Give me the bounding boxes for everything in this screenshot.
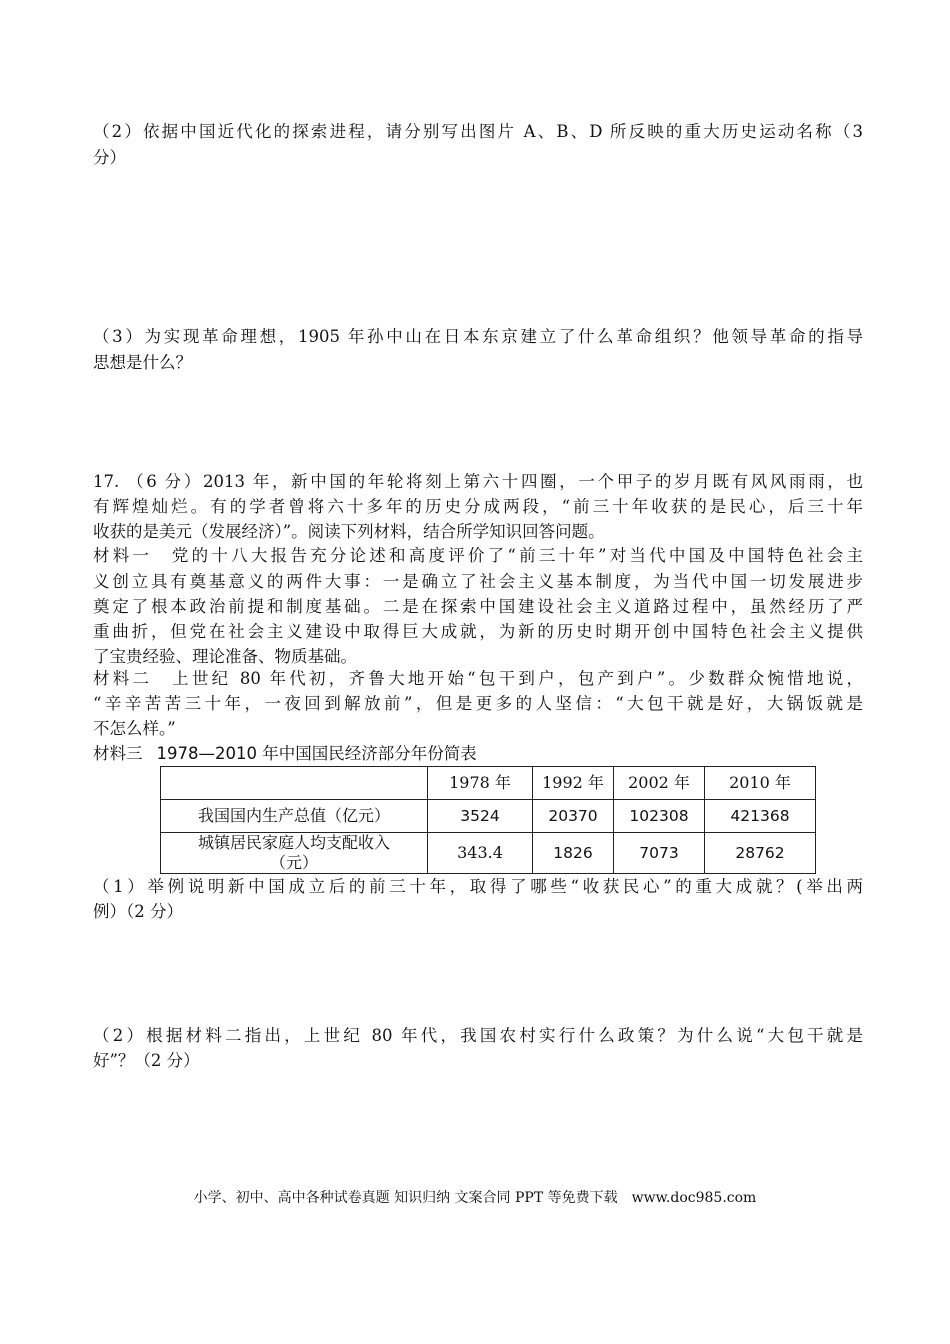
material2-line1: 材料二 上世纪 80 年代初，齐鲁大地开始“包干到户，包产到户”。少数群众惋惜地说， <box>93 669 863 688</box>
income-2002: 7073 <box>614 833 705 874</box>
income-1978: 343.4 <box>428 833 533 874</box>
table-corner-cell <box>161 767 428 800</box>
material1-line4: 重曲折，但党在社会主义建设中取得巨大成就，为新的历史时期开创中国特色社会主义提供 <box>93 622 863 641</box>
table-header-row <box>161 767 816 800</box>
row-label-gdp: 我国国内生产总值（亿元） <box>161 800 428 833</box>
q17-sub2-line1: （2）根据材料二指出，上世纪 80 年代，我国农村实行什么政策？为什么说“大包干就是 <box>93 1026 863 1045</box>
q17-intro-line3: 收获的是美元（发展经济）”。阅读下列材料，结合所学知识回答问题。 <box>93 522 605 541</box>
year-header-1978: 1978 年 <box>428 767 533 800</box>
row-label-income-line2: （元） <box>269 853 318 872</box>
material3-title: 1978—2010 年中国国民经济部分年份简表 <box>156 744 477 763</box>
q17-sub2-line2: 好”？（2 分） <box>93 1051 200 1070</box>
q17-sub1-line2: 例）（2 分） <box>93 902 183 921</box>
material1-line5: 了宝贵经验、理论准备、物质基础。 <box>93 647 357 666</box>
gdp-1978: 3524 <box>428 800 533 833</box>
q16-sub3-line1: （3）为实现革命理想，1905 年孙中山在日本东京建立了什么革命组织？他领导革命的指导 <box>93 327 863 346</box>
material3-label: 材料三 <box>93 744 143 763</box>
q16-sub2-line1: （2）依据中国近代化的探索进程，请分别写出图片 A、B、D 所反映的重大历史运动名称（3 <box>93 122 863 141</box>
q16-sub3-line2: 思想是什么？ <box>93 353 192 372</box>
gdp-2002: 102308 <box>614 800 705 833</box>
gdp-1992: 20370 <box>533 800 614 833</box>
income-1992: 1826 <box>533 833 614 874</box>
year-header-2002: 2002 年 <box>614 767 705 800</box>
income-2010: 28762 <box>705 833 816 874</box>
table-row-gdp <box>161 800 816 833</box>
row-label-income-line1: 城镇居民家庭人均支配收入 <box>197 833 390 852</box>
q17-intro-line1: 17. （6 分）2013 年，新中国的年轮将刻上第六十四圈，一个甲子的岁月既有风风雨雨，也 <box>93 472 863 491</box>
year-header-1992: 1992 年 <box>533 767 614 800</box>
economy-table <box>160 766 816 874</box>
year-header-2010: 2010 年 <box>705 767 816 800</box>
row-label-income <box>161 833 428 874</box>
q17-sub1-line1: （1）举例说明新中国成立后的前三十年，取得了哪些“收获民心”的重大成就？(举出两 <box>93 877 863 896</box>
material1-line1: 材料一 党的十八大报告充分论述和高度评价了“前三十年”对当代中国及中国特色社会主 <box>93 546 863 565</box>
q17-intro-line2: 有辉煌灿烂。有的学者曾将六十多年的历史分成两段，“前三十年收获的是民心，后三十年 <box>93 497 863 516</box>
table-row-income <box>161 833 816 874</box>
material3-caption <box>93 742 477 766</box>
page-footer: 小学、初中、高中各种试卷真题 知识归纳 文案合同 PPT 等免费下载 www.doc985.com <box>193 1190 757 1206</box>
material1-line3: 奠定了根本政治前提和制度基础。二是在探索中国建设社会主义道路过程中，虽然经历了严 <box>93 597 863 616</box>
material1-line2: 义创立具有奠基意义的两件大事：一是确立了社会主义基本制度，为当代中国一切发展进步 <box>93 572 863 591</box>
gdp-2010: 421368 <box>705 800 816 833</box>
material2-line2: “辛辛苦苦三十年，一夜回到解放前”，但是更多的人坚信：“大包干就是好，大锅饭就是 <box>93 694 863 713</box>
material2-line3: 不怎么样。” <box>93 719 176 738</box>
q16-sub2-line2: 分） <box>93 148 126 167</box>
